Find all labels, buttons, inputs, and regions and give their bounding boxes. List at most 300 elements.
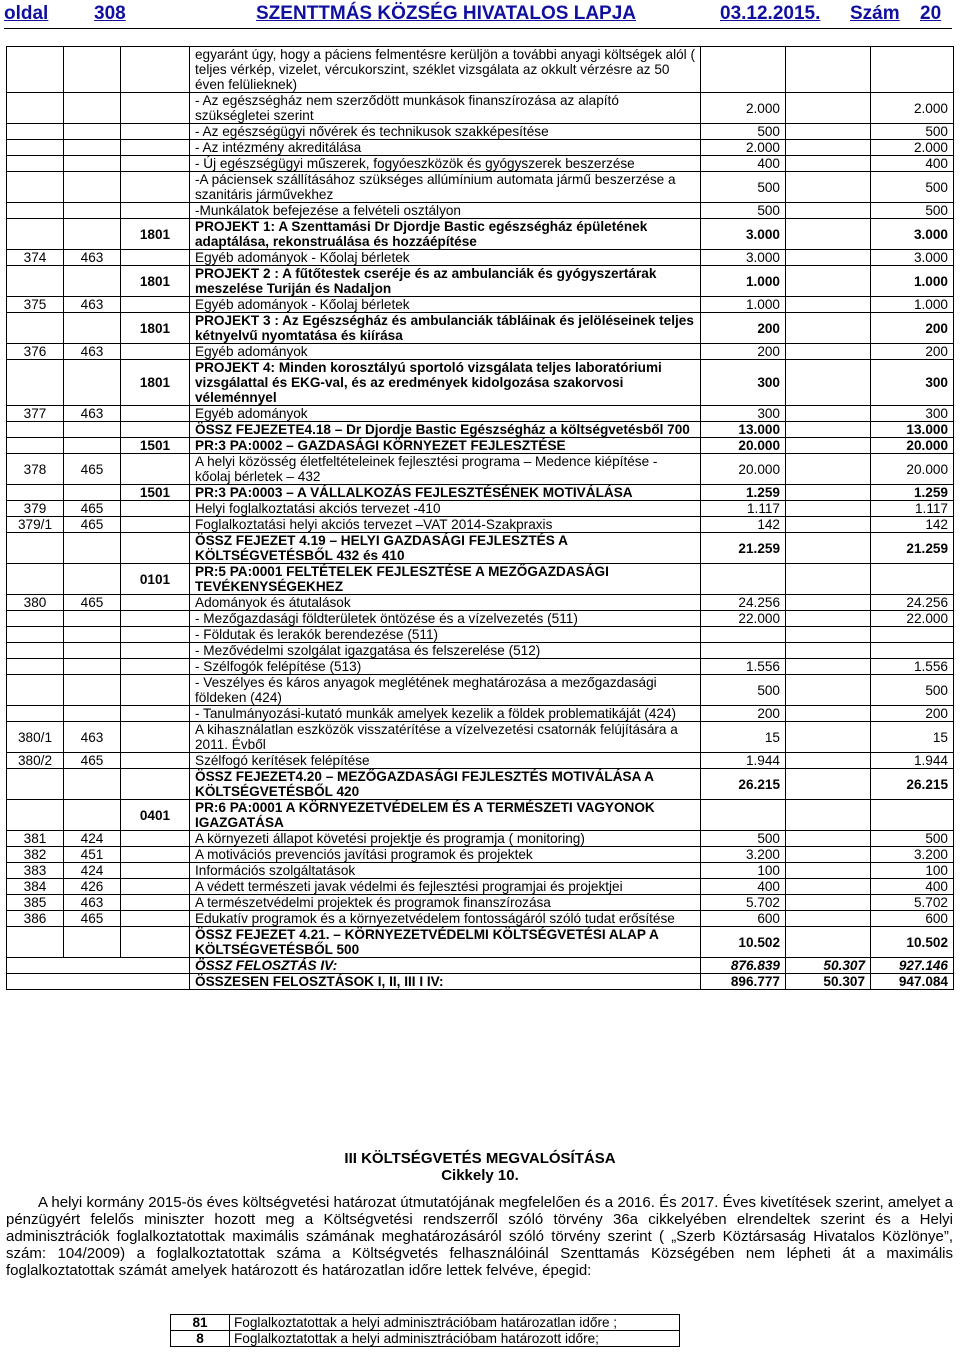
amount-other-sources (786, 93, 871, 124)
economic-code: 424 (64, 863, 121, 879)
amount-other-sources (786, 517, 871, 533)
item-description: - Az egészségügyi nővérek és technikusok szakképesítése (190, 124, 701, 140)
position-number (7, 533, 64, 564)
amount-total: 500 (871, 675, 954, 706)
amount-budget: 10.502 (701, 927, 786, 958)
amount-other-sources (786, 847, 871, 863)
amount-budget (701, 800, 786, 831)
table-row (7, 344, 954, 360)
amount-other-sources (786, 879, 871, 895)
section-subtitle: Cikkely 10. (441, 1167, 519, 1184)
program-code (121, 706, 190, 722)
amount-other-sources (786, 438, 871, 454)
position-number (7, 124, 64, 140)
amount-other-sources (786, 454, 871, 485)
program-code: 0401 (121, 800, 190, 831)
item-description: A kihasználatlan eszközök visszatérítése a vízelvezetési csatornák felújítására a 2011. Évből (190, 722, 701, 753)
table-row (7, 124, 954, 140)
item-description: Egyéb adományok - Kőolaj bérletek (190, 250, 701, 266)
amount-other-sources (786, 863, 871, 879)
amount-budget: 3.000 (701, 250, 786, 266)
table-row (7, 911, 954, 927)
item-description: A védett természeti javak védelmi és fejlesztési programjai és projektjei (190, 879, 701, 895)
economic-code (64, 564, 121, 595)
program-code: 1501 (121, 485, 190, 501)
item-description: ÖSSZ FEJEZET4.20 – MEZŐGAZDASÁGI FEJLESZTÉS MOTIVÁLÁSA A KÖLTSÉGVETÉSBŐL 420 (190, 769, 701, 800)
item-description: Foglalkoztatási helyi akciós tervezet –VAT 2014-Szakpraxis (190, 517, 701, 533)
amount-budget: 20.000 (701, 454, 786, 485)
amount-budget: 5.702 (701, 895, 786, 911)
program-code (121, 927, 190, 958)
table-row (7, 203, 954, 219)
total-other-sources: 50.307 (786, 974, 871, 990)
amount-total: 200 (871, 344, 954, 360)
amount-budget (701, 47, 786, 93)
table-row (7, 47, 954, 93)
economic-code (64, 927, 121, 958)
table-row (7, 895, 954, 911)
position-number (7, 360, 64, 406)
amount-total: 20.000 (871, 438, 954, 454)
position-number (7, 172, 64, 203)
program-code (121, 406, 190, 422)
position-number: 384 (7, 879, 64, 895)
amount-other-sources (786, 659, 871, 675)
amount-budget: 26.215 (701, 769, 786, 800)
amount-budget: 100 (701, 863, 786, 879)
amount-other-sources (786, 124, 871, 140)
amount-other-sources (786, 406, 871, 422)
total-label: ÖSSZESEN FELOSZTÁSOK I, II, III I IV: (190, 974, 701, 990)
table-row (7, 517, 954, 533)
amount-other-sources (786, 344, 871, 360)
amount-budget: 1.556 (701, 659, 786, 675)
amount-total: 3.200 (871, 847, 954, 863)
amount-other-sources (786, 533, 871, 564)
economic-code (64, 611, 121, 627)
item-description: - Az egészségház nem szerződött munkások finanszírozása az alapító szükségletei szerint (190, 93, 701, 124)
program-code (121, 863, 190, 879)
page-word: oldal (4, 3, 49, 24)
item-description: A természetvédelmi projektek és programok finanszírozása (190, 895, 701, 911)
amount-total: 300 (871, 406, 954, 422)
amount-budget: 300 (701, 360, 786, 406)
position-number (7, 627, 64, 643)
position-number (7, 219, 64, 250)
item-description: PR:6 PA:0001 A KÖRNYEZETVÉDELEM ÉS A TERMÉSZETI VAGYONOK IGAZGATÁSA (190, 800, 701, 831)
total-spacer (7, 974, 190, 990)
amount-other-sources (786, 564, 871, 595)
table-row (7, 297, 954, 313)
amount-budget: 300 (701, 406, 786, 422)
item-description: PROJEKT 3 : Az Egészségház és ambulanciák tábláinak és jelöléseinek teljes kétnyelvű nyomtatása és kiírása (190, 313, 701, 344)
item-description: -A páciensek szállításához szükséges allúmínium automata jármű beszerzése a szanitáris járművekhez (190, 172, 701, 203)
table-row (7, 831, 954, 847)
item-description: - Mezőgazdasági földterületek öntözése és a vízelvezetés (511) (190, 611, 701, 627)
position-number: 380/1 (7, 722, 64, 753)
table-row (7, 611, 954, 627)
table-row (7, 769, 954, 800)
program-code (121, 47, 190, 93)
item-description: Információs szolgáltatások (190, 863, 701, 879)
amount-budget: 200 (701, 313, 786, 344)
amount-budget: 22.000 (701, 611, 786, 627)
total-row (7, 974, 954, 990)
amount-total: 1.556 (871, 659, 954, 675)
amount-budget: 2.000 (701, 93, 786, 124)
item-description: - Földutak és lerakók berendezése (511) (190, 627, 701, 643)
amount-budget: 500 (701, 831, 786, 847)
amount-budget: 1.000 (701, 266, 786, 297)
amount-budget: 3.000 (701, 219, 786, 250)
table-row (7, 156, 954, 172)
program-code (121, 297, 190, 313)
program-code (121, 203, 190, 219)
economic-code (64, 47, 121, 93)
item-description: Egyéb adományok (190, 406, 701, 422)
program-code (121, 627, 190, 643)
position-number: 379/1 (7, 517, 64, 533)
program-code (121, 611, 190, 627)
amount-budget: 400 (701, 879, 786, 895)
amount-total: 21.259 (871, 533, 954, 564)
table-row (7, 438, 954, 454)
economic-code: 465 (64, 911, 121, 927)
amount-other-sources (786, 47, 871, 93)
item-description: - Mezővédelmi szolgálat igazgatása és felszerelése (512) (190, 643, 701, 659)
amount-budget: 142 (701, 517, 786, 533)
amount-total: 1.000 (871, 266, 954, 297)
total-label: ÖSSZ FELOSZTÁS IV: (190, 958, 701, 974)
table-row (7, 595, 954, 611)
issue-number: 20 (920, 3, 942, 24)
amount-budget: 500 (701, 203, 786, 219)
amount-other-sources (786, 485, 871, 501)
amount-total: 15 (871, 722, 954, 753)
staff-count: 81 (171, 1315, 230, 1331)
program-code (121, 422, 190, 438)
item-description: - Tanulmányozási-kutató munkák amelyek kezelik a földek problematikáját (424) (190, 706, 701, 722)
amount-total: 1.000 (871, 297, 954, 313)
amount-other-sources (786, 313, 871, 344)
position-number: 377 (7, 406, 64, 422)
economic-code: 465 (64, 595, 121, 611)
item-description: Edukatív programok és a környezetvédelem fontosságáról szóló tudat erősítése (190, 911, 701, 927)
economic-code: 463 (64, 297, 121, 313)
item-description: egyaránt úgy, hogy a páciens felmentésre kerüljön a további anyagi költségek alól ( teljes vérkép, vizelet, vércukorszint, széklet vizsgálata az okkult vérzésre az 50 éven felülieknek) (190, 47, 701, 93)
amount-total: 200 (871, 313, 954, 344)
economic-code (64, 659, 121, 675)
program-code (121, 595, 190, 611)
position-number (7, 47, 64, 93)
amount-total: 600 (871, 911, 954, 927)
program-code (121, 250, 190, 266)
position-number (7, 675, 64, 706)
position-number (7, 564, 64, 595)
table-row (7, 722, 954, 753)
position-number: 382 (7, 847, 64, 863)
amount-other-sources (786, 769, 871, 800)
amount-other-sources (786, 360, 871, 406)
program-code: 1801 (121, 219, 190, 250)
staff-label: Foglalkoztatottak a helyi adminisztrációbam határozott időre; (230, 1331, 680, 1347)
amount-other-sources (786, 266, 871, 297)
item-description: A helyi közösség életfeltételeinek fejlesztési programa – Medence kiépítése - kőolaj bérletek – 432 (190, 454, 701, 485)
table-row (7, 501, 954, 517)
amount-total: 3.000 (871, 250, 954, 266)
issue-word: Szám (850, 3, 900, 24)
amount-total (871, 643, 954, 659)
item-description: A motivációs prevenciós javítási programok és projektek (190, 847, 701, 863)
program-code (121, 140, 190, 156)
economic-code: 451 (64, 847, 121, 863)
staff-label: Foglalkoztatottak a helyi adminisztrációbam határozatlan időre ; (230, 1315, 680, 1331)
table-row (7, 313, 954, 344)
amount-budget: 1.944 (701, 753, 786, 769)
program-code (121, 911, 190, 927)
amount-other-sources (786, 501, 871, 517)
table-row (7, 485, 954, 501)
amount-budget: 24.256 (701, 595, 786, 611)
amount-other-sources (786, 219, 871, 250)
program-code (121, 643, 190, 659)
item-description: Helyi foglalkoztatási akciós tervezet -410 (190, 501, 701, 517)
economic-code (64, 219, 121, 250)
amount-other-sources (786, 675, 871, 706)
position-number: 381 (7, 831, 64, 847)
amount-budget: 13.000 (701, 422, 786, 438)
position-number (7, 927, 64, 958)
program-code (121, 172, 190, 203)
program-code: 1801 (121, 360, 190, 406)
economic-code (64, 675, 121, 706)
staff-count: 8 (171, 1331, 230, 1347)
amount-total: 500 (871, 203, 954, 219)
economic-code: 424 (64, 831, 121, 847)
economic-code (64, 800, 121, 831)
position-number (7, 93, 64, 124)
program-code (121, 675, 190, 706)
item-description: - Új egészségügyi műszerek, fogyóeszközök és gyógyszerek beszerzése (190, 156, 701, 172)
position-number (7, 611, 64, 627)
program-code (121, 722, 190, 753)
total-sum: 947.084 (871, 974, 954, 990)
amount-other-sources (786, 706, 871, 722)
budget-table (6, 46, 954, 990)
position-number (7, 706, 64, 722)
program-code: 1801 (121, 313, 190, 344)
item-description: - Az intézmény akreditálása (190, 140, 701, 156)
item-description: PR:3 PA:0002 – GAZDASÁGI KÖRNYEZET FEJLESZTÉSE (190, 438, 701, 454)
item-description: - Szélfogók felépítése (513) (190, 659, 701, 675)
economic-code (64, 203, 121, 219)
program-code (121, 831, 190, 847)
table-row (7, 706, 954, 722)
amount-budget: 1.000 (701, 297, 786, 313)
total-budget: 896.777 (701, 974, 786, 990)
amount-total: 2.000 (871, 93, 954, 124)
amount-other-sources (786, 203, 871, 219)
table-row (7, 533, 954, 564)
position-number (7, 485, 64, 501)
amount-other-sources (786, 297, 871, 313)
position-number (7, 659, 64, 675)
table-row (7, 564, 954, 595)
position-number (7, 140, 64, 156)
amount-other-sources (786, 172, 871, 203)
item-description: PROJEKT 1: A Szenttamási Dr Djordje Bastic egészségház épületének adaptálása, rekonstruálása és hozzáépítése (190, 219, 701, 250)
economic-code: 465 (64, 753, 121, 769)
table-row (7, 250, 954, 266)
position-number: 385 (7, 895, 64, 911)
program-code (121, 93, 190, 124)
amount-total (871, 800, 954, 831)
item-description: PROJEKT 4: Minden korosztályú sportoló vizsgálata teljes laboratóriumi vizsgálattal és EKG-val, és az eredmények kidolgozása szakorvosi véleménnyel (190, 360, 701, 406)
item-description: PR:5 PA:0001 FELTÉTELEK FEJLESZTÉSE A MEZŐGAZDASÁGI TEVÉKENYSÉGEKHEZ (190, 564, 701, 595)
table-row (7, 643, 954, 659)
position-number: 383 (7, 863, 64, 879)
amount-total: 400 (871, 156, 954, 172)
section-title: III KÖLTSÉGVETÉS MEGVALÓSÍTÁSA (344, 1150, 616, 1167)
amount-total: 26.215 (871, 769, 954, 800)
amount-total: 100 (871, 863, 954, 879)
item-description: ÖSSZ FEJEZET 4.21. – KÖRNYEZETVÉDELMI KÖLTSÉGVETÉSI ALAP A KÖLTSÉGVETÉSBŐL 500 (190, 927, 701, 958)
amount-budget (701, 643, 786, 659)
staff-row (171, 1331, 680, 1347)
program-code (121, 659, 190, 675)
amount-budget: 15 (701, 722, 786, 753)
amount-total: 24.256 (871, 595, 954, 611)
amount-other-sources (786, 611, 871, 627)
total-budget: 876.839 (701, 958, 786, 974)
item-description: ÖSSZ FEJEZETE4.18 – Dr Djordje Bastic Egészségház a költségvetésből 700 (190, 422, 701, 438)
amount-budget: 2.000 (701, 140, 786, 156)
economic-code (64, 438, 121, 454)
amount-total: 2.000 (871, 140, 954, 156)
economic-code: 463 (64, 344, 121, 360)
amount-budget (701, 564, 786, 595)
item-description: PROJEKT 2 : A fűtőtestek cseréje és az ambulanciák és gyógyszertárak meszelése Turiján és Nadaljon (190, 266, 701, 297)
total-row (7, 958, 954, 974)
amount-budget: 400 (701, 156, 786, 172)
position-number (7, 422, 64, 438)
amount-total: 142 (871, 517, 954, 533)
amount-other-sources (786, 140, 871, 156)
total-other-sources: 50.307 (786, 958, 871, 974)
issue-date: 03.12.2015. (720, 3, 821, 24)
position-number: 375 (7, 297, 64, 313)
amount-budget: 200 (701, 344, 786, 360)
program-code: 1501 (121, 438, 190, 454)
amount-total (871, 627, 954, 643)
economic-code (64, 140, 121, 156)
table-row (7, 172, 954, 203)
position-number: 376 (7, 344, 64, 360)
position-number: 380 (7, 595, 64, 611)
item-description: -Munkálatok befejezése a felvételi osztályon (190, 203, 701, 219)
amount-other-sources (786, 753, 871, 769)
amount-total: 300 (871, 360, 954, 406)
position-number (7, 313, 64, 344)
program-code (121, 501, 190, 517)
economic-code: 465 (64, 454, 121, 485)
amount-budget (701, 627, 786, 643)
position-number: 379 (7, 501, 64, 517)
amount-total: 500 (871, 831, 954, 847)
amount-other-sources (786, 643, 871, 659)
amount-budget: 600 (701, 911, 786, 927)
amount-total (871, 47, 954, 93)
amount-budget: 500 (701, 124, 786, 140)
table-row (7, 879, 954, 895)
economic-code: 463 (64, 895, 121, 911)
position-number (7, 769, 64, 800)
amount-budget: 1.259 (701, 485, 786, 501)
economic-code (64, 706, 121, 722)
economic-code (64, 485, 121, 501)
economic-code (64, 627, 121, 643)
amount-other-sources (786, 595, 871, 611)
amount-other-sources (786, 156, 871, 172)
amount-total: 10.502 (871, 927, 954, 958)
item-description: - Veszélyes és káros anyagok meglétének meghatározása a mezőgazdasági földeken (424) (190, 675, 701, 706)
amount-total: 1.117 (871, 501, 954, 517)
amount-other-sources (786, 627, 871, 643)
amount-other-sources (786, 422, 871, 438)
position-number (7, 156, 64, 172)
economic-code (64, 360, 121, 406)
amount-total: 1.259 (871, 485, 954, 501)
position-number: 374 (7, 250, 64, 266)
amount-budget: 3.200 (701, 847, 786, 863)
table-row (7, 800, 954, 831)
amount-total: 1.944 (871, 753, 954, 769)
program-code (121, 344, 190, 360)
program-code (121, 895, 190, 911)
body-paragraph: A helyi kormány 2015-ös éves költségvetési határozat útmutatójának megfelelően és a 2016. És 2017. Éves kivetítések szerint, amelyet a pénzügyért felelős miniszter hozott meg a Költségvetési rendszerről szóló törvény 36a cikkelyében elrendeltek szerint és a Helyi adminisztrációk foglalkoztatottak maximális számának meghatározásáról szóló törvény szerint ( „Szerb Köztársaság Hivatalos Közlönye”, szám: 104/2009) a foglalkoztatottak száma a Költségvetés felhasználóinál Szenttamás Községében nem lépheti át a maximális foglalkoztatottak számát amelyek határozott és határozatlan időre lettek felvéve, épegid: (6, 1194, 953, 1279)
amount-total: 13.000 (871, 422, 954, 438)
item-description: ÖSSZ FEJEZET 4.19 – HELYI GAZDASÁGI FEJLESZTÉS A KÖLTSÉGVETÉSBŐL 432 és 410 (190, 533, 701, 564)
economic-code: 465 (64, 501, 121, 517)
amount-other-sources (786, 831, 871, 847)
table-row (7, 140, 954, 156)
economic-code: 463 (64, 250, 121, 266)
amount-budget: 21.259 (701, 533, 786, 564)
program-code (121, 769, 190, 800)
amount-total: 22.000 (871, 611, 954, 627)
amount-total: 20.000 (871, 454, 954, 485)
program-code (121, 533, 190, 564)
table-row (7, 659, 954, 675)
amount-total: 200 (871, 706, 954, 722)
position-number (7, 438, 64, 454)
program-code (121, 124, 190, 140)
program-code (121, 879, 190, 895)
table-row (7, 753, 954, 769)
table-row (7, 627, 954, 643)
table-row (7, 93, 954, 124)
amount-other-sources (786, 250, 871, 266)
item-description: A környezeti állapot követési projektje és programja ( monitoring) (190, 831, 701, 847)
amount-other-sources (786, 911, 871, 927)
item-description: Egyéb adományok - Kőolaj bérletek (190, 297, 701, 313)
table-row (7, 422, 954, 438)
amount-budget: 1.117 (701, 501, 786, 517)
program-code: 0101 (121, 564, 190, 595)
amount-budget: 20.000 (701, 438, 786, 454)
staff-row (171, 1315, 680, 1331)
table-row (7, 675, 954, 706)
